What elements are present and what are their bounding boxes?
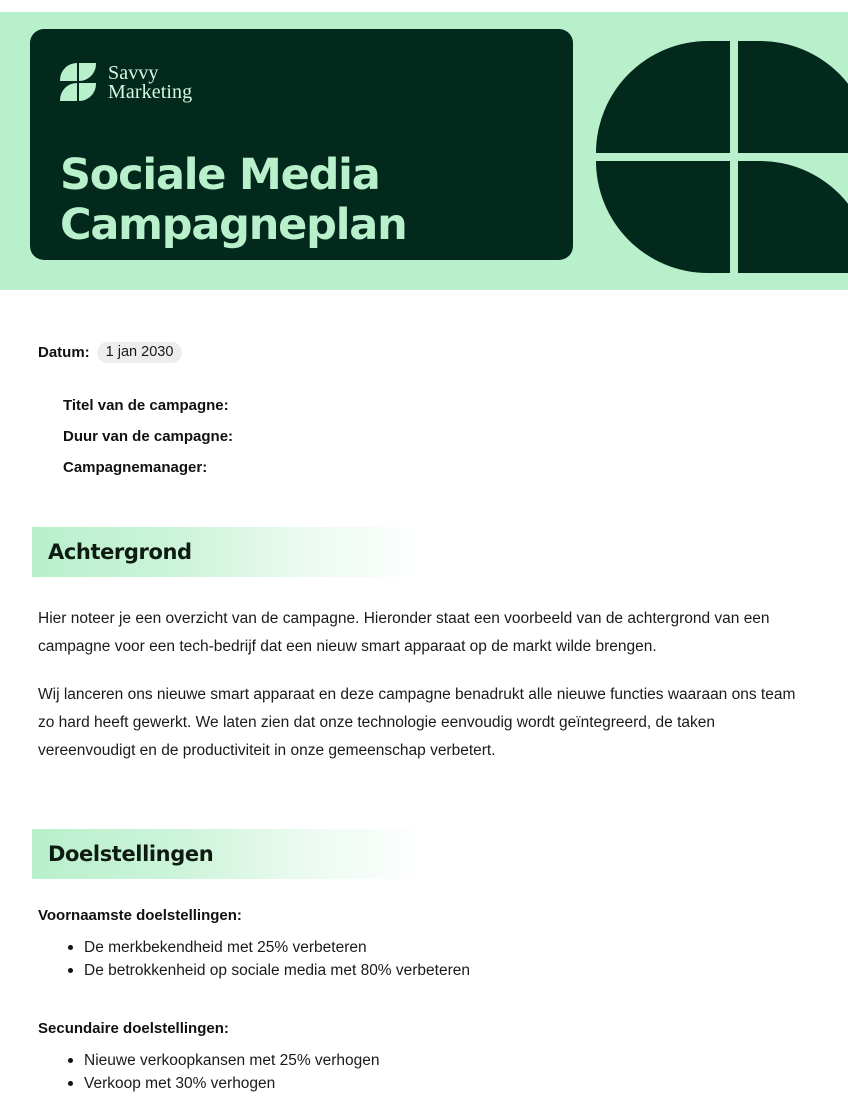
- savvy-marketing-logo-icon: [60, 63, 97, 102]
- list-item: De betrokkenheid op sociale media met 80% verbeteren: [68, 959, 810, 982]
- objectives-primary-list: [38, 936, 810, 982]
- quadrant-top-right-shape: [738, 41, 848, 153]
- quadrant-bottom-right-shape: [738, 161, 848, 273]
- field-campaign-manager[interactable]: Campagnemanager:: [63, 459, 208, 476]
- section-body-doelstellingen: [0, 907, 848, 1095]
- field-campaign-title[interactable]: Titel van de campagne:: [63, 397, 229, 414]
- page-title: [60, 150, 406, 250]
- section-heading-doelstellingen-text: Doelstellingen: [48, 842, 214, 866]
- objectives-secondary-label: Secundaire doelstellingen:: [38, 1020, 229, 1037]
- field-campaign-duration[interactable]: Duur van de campagne:: [63, 428, 234, 445]
- decorative-quadrant-pattern: [596, 41, 848, 273]
- campaign-field-list: [38, 390, 848, 483]
- date-label: Datum:: [38, 344, 90, 361]
- list-item: Nieuwe verkoopkansen met 25% verhogen: [68, 1049, 810, 1072]
- date-value-chip[interactable]: 1 jan 2030: [97, 342, 183, 363]
- brand-name-line2: Marketing: [108, 80, 193, 103]
- date-row: [38, 342, 848, 363]
- achtergrond-paragraph-2: Wij lanceren ons nieuwe smart apparaat en deze campagne benadrukt alle nieuwe functies waaraan ons team zo hard heeft gewerkt. We laten zien dat onze technologie eenvoudig wordt geïntegreerd, de taken vereenvoudigt en de productiviteit in onze gemeenschap verbetert.: [38, 686, 796, 759]
- section-heading-achtergrond-text: Achtergrond: [48, 540, 192, 564]
- objectives-secondary-list: [38, 1049, 810, 1095]
- list-item: Verkoop met 30% verhogen: [68, 1072, 810, 1095]
- page-title-line1: Sociale Media: [60, 149, 380, 200]
- brand-wordmark: [108, 61, 193, 103]
- document-body: [0, 290, 848, 1115]
- page-title-line2: Campagneplan: [60, 199, 407, 250]
- brand-logo: [60, 63, 192, 102]
- quadrant-bottom-left-shape: [596, 161, 730, 273]
- brand-name-line1: Savvy: [108, 61, 159, 84]
- section-body-achtergrond: [0, 605, 848, 765]
- section-heading-achtergrond: [32, 527, 426, 577]
- header-title-card: [30, 29, 573, 260]
- header-banner: [0, 12, 848, 290]
- quadrant-top-left-shape: [596, 41, 730, 153]
- campaign-meta-block: [0, 290, 848, 483]
- objectives-primary-label: Voornaamste doelstellingen:: [38, 907, 242, 924]
- list-item: De merkbekendheid met 25% verbeteren: [68, 936, 810, 959]
- section-heading-doelstellingen: [32, 829, 426, 879]
- achtergrond-paragraph-1: Hier noteer je een overzicht van de campagne. Hieronder staat een voorbeeld van de achtergrond van een campagne voor een tech-bedrijf dat een nieuw smart apparaat op de markt wilde brengen.: [38, 610, 770, 655]
